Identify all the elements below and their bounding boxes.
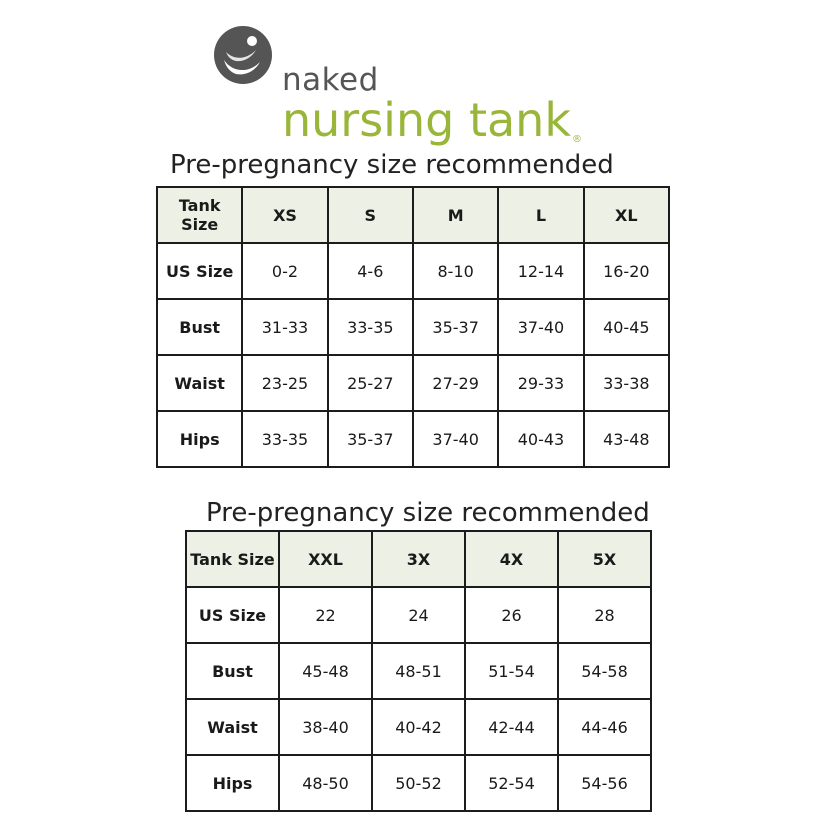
size-chart-table xyxy=(156,186,670,468)
section-title: Pre-pregnancy size recommended xyxy=(170,150,614,180)
brand-logo xyxy=(214,26,582,147)
table-header-row xyxy=(186,531,651,587)
measurement-cell: 54-58 xyxy=(558,643,651,699)
table-row xyxy=(186,699,651,755)
row-label-cell: Waist xyxy=(186,699,279,755)
size-chart-table xyxy=(185,530,652,812)
size-header-cell: 3X xyxy=(372,531,465,587)
measurement-cell: 35-37 xyxy=(328,411,413,467)
row-label-cell: Bust xyxy=(186,643,279,699)
measurement-cell: 31-33 xyxy=(242,299,327,355)
row-label-cell: Hips xyxy=(157,411,242,467)
table-row xyxy=(186,755,651,811)
measurement-cell: 40-43 xyxy=(498,411,583,467)
measurement-cell: 22 xyxy=(279,587,372,643)
table-row xyxy=(157,299,669,355)
table-header-row xyxy=(157,187,669,243)
measurement-cell: 45-48 xyxy=(279,643,372,699)
size-header-cell: XXL xyxy=(279,531,372,587)
row-label-cell: US Size xyxy=(157,243,242,299)
row-label-cell: Hips xyxy=(186,755,279,811)
measurement-cell: 54-56 xyxy=(558,755,651,811)
measurement-cell: 12-14 xyxy=(498,243,583,299)
measurement-cell: 52-54 xyxy=(465,755,558,811)
measurement-cell: 8-10 xyxy=(413,243,498,299)
measurement-cell: 33-38 xyxy=(584,355,669,411)
measurement-cell: 40-45 xyxy=(584,299,669,355)
measurement-cell: 33-35 xyxy=(242,411,327,467)
registered-mark: ® xyxy=(571,134,582,145)
table-row xyxy=(157,243,669,299)
section-title: Pre-pregnancy size recommended xyxy=(206,498,650,528)
header-label-cell: Tank Size xyxy=(157,187,242,243)
header-label-cell: Tank Size xyxy=(186,531,279,587)
table-row xyxy=(157,355,669,411)
measurement-cell: 43-48 xyxy=(584,411,669,467)
measurement-cell: 38-40 xyxy=(279,699,372,755)
size-header-cell: 4X xyxy=(465,531,558,587)
measurement-cell: 23-25 xyxy=(242,355,327,411)
size-header-cell: M xyxy=(413,187,498,243)
size-header-cell: 5X xyxy=(558,531,651,587)
measurement-cell: 29-33 xyxy=(498,355,583,411)
table-row xyxy=(157,411,669,467)
measurement-cell: 37-40 xyxy=(498,299,583,355)
measurement-cell: 25-27 xyxy=(328,355,413,411)
row-label-cell: US Size xyxy=(186,587,279,643)
brand-name: naked xyxy=(282,62,379,98)
row-label-cell: Waist xyxy=(157,355,242,411)
measurement-cell: 33-35 xyxy=(328,299,413,355)
size-header-cell: XS xyxy=(242,187,327,243)
measurement-cell: 37-40 xyxy=(413,411,498,467)
measurement-cell: 26 xyxy=(465,587,558,643)
table-row xyxy=(186,643,651,699)
measurement-cell: 24 xyxy=(372,587,465,643)
product-name-text: nursing tank xyxy=(282,93,571,147)
size-header-cell: XL xyxy=(584,187,669,243)
product-name xyxy=(282,94,581,146)
measurement-cell: 28 xyxy=(558,587,651,643)
measurement-cell: 44-46 xyxy=(558,699,651,755)
measurement-cell: 48-51 xyxy=(372,643,465,699)
measurement-cell: 27-29 xyxy=(413,355,498,411)
measurement-cell: 51-54 xyxy=(465,643,558,699)
row-label-cell: Bust xyxy=(157,299,242,355)
measurement-cell: 4-6 xyxy=(328,243,413,299)
measurement-cell: 50-52 xyxy=(372,755,465,811)
measurement-cell: 16-20 xyxy=(584,243,669,299)
measurement-cell: 42-44 xyxy=(465,699,558,755)
measurement-cell: 0-2 xyxy=(242,243,327,299)
table-row xyxy=(186,587,651,643)
measurement-cell: 40-42 xyxy=(372,699,465,755)
measurement-cell: 35-37 xyxy=(413,299,498,355)
size-header-cell: L xyxy=(498,187,583,243)
brand-logo-icon xyxy=(214,26,272,84)
measurement-cell: 48-50 xyxy=(279,755,372,811)
size-header-cell: S xyxy=(328,187,413,243)
